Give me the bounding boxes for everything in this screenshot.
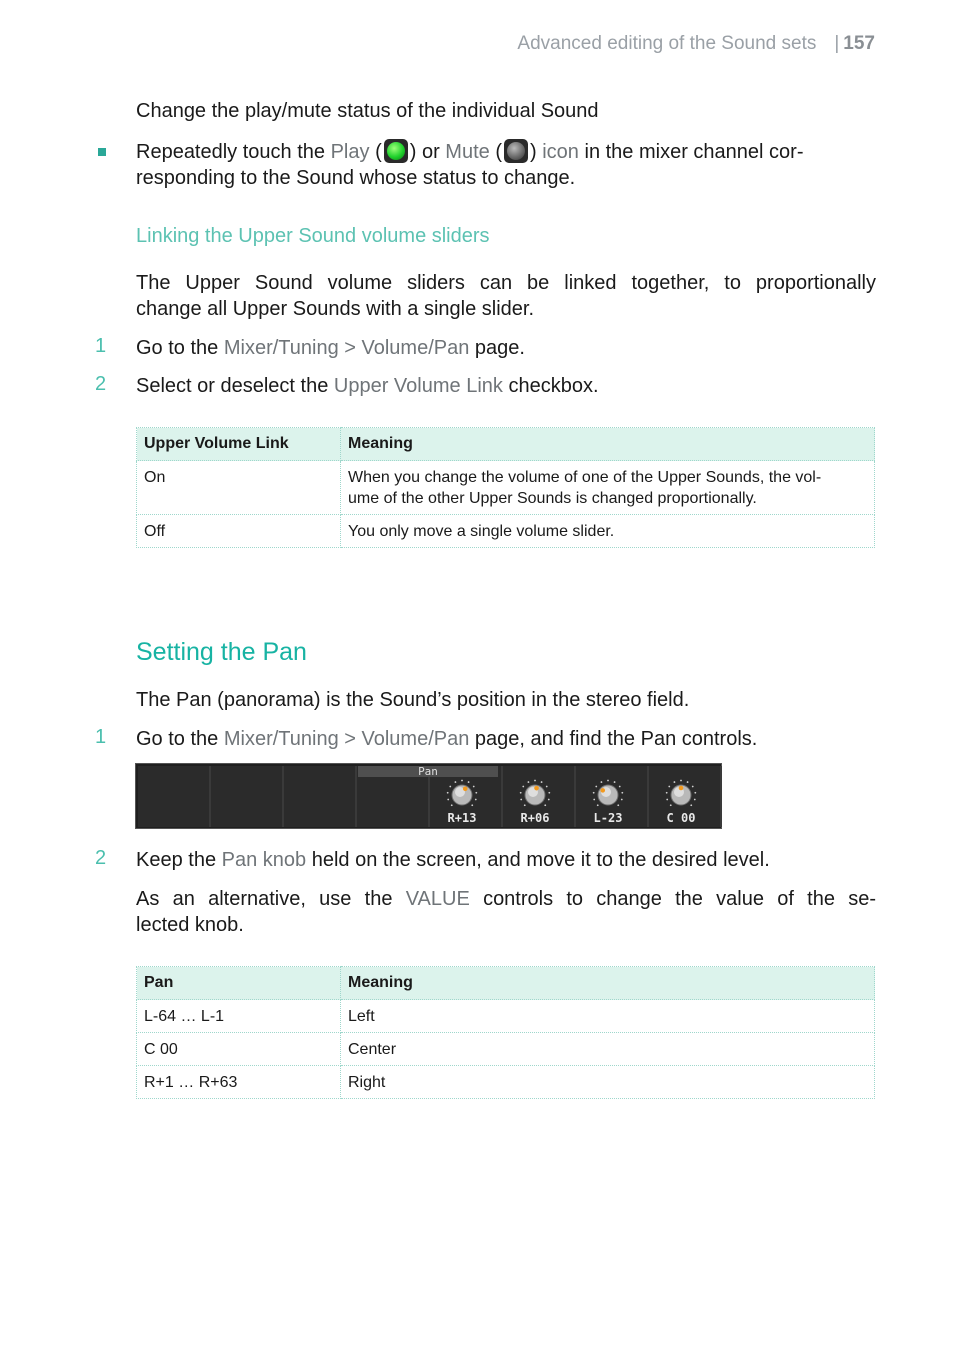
table-header-cell: Upper Volume Link <box>137 428 341 461</box>
table-cell <box>341 461 875 515</box>
upper-volume-link-table <box>136 427 875 548</box>
linking-step-2 <box>136 373 599 399</box>
table-row <box>137 515 875 548</box>
table-cell: Right <box>341 1066 875 1099</box>
table-row <box>137 1000 875 1033</box>
pan-alt-line-1 <box>136 886 876 912</box>
linking-paragraph <box>136 270 876 322</box>
pan-table <box>136 966 875 1099</box>
play-icon <box>384 139 408 163</box>
pan-knob-value: R+06 <box>520 811 550 825</box>
step-number: 2 <box>95 373 107 395</box>
section-title: Advanced editing of the Sound sets <box>517 33 817 54</box>
text-fragment: ) <box>530 141 537 163</box>
knob-indicator <box>534 786 539 791</box>
table-cell: On <box>137 461 341 515</box>
play-mute-heading: Change the play/mute status of the individual Sound <box>136 100 599 122</box>
page-number: 157 <box>843 33 875 54</box>
pan-step-2 <box>136 847 770 873</box>
mixer-channel-empty <box>138 766 211 827</box>
table-row <box>137 1033 875 1066</box>
header-separator: | <box>834 33 840 54</box>
pan-knob-value: R+13 <box>447 811 477 825</box>
table-cell: Left <box>341 1000 875 1033</box>
mixer-channel-empty <box>284 766 357 827</box>
pan-knob-icon[interactable] <box>665 778 697 810</box>
knob-indicator <box>679 786 684 791</box>
linking-para-line-2: change all Upper Sounds with a single slider. <box>136 298 535 320</box>
table-cell-line: When you change the volume of one of the Upper Sounds, the vol- <box>348 469 822 486</box>
table-row <box>137 461 875 515</box>
play-mute-line-2: responding to the Sound whose status to change. <box>136 167 576 189</box>
step-number: 1 <box>95 726 107 748</box>
linking-para-line-1: The Upper Sound volume sliders can be linked together, to proportionally <box>136 272 876 294</box>
text-fragment: checkbox. <box>508 375 599 397</box>
text-fragment: in the mixer channel cor- <box>584 141 804 163</box>
page-ref: Mixer/Tuning > Volume/Pan <box>223 728 470 750</box>
pan-mixer-screenshot <box>135 763 722 829</box>
text-fragment: ( <box>495 141 502 163</box>
knob-indicator <box>463 786 468 791</box>
play-ref: Play <box>330 141 370 163</box>
step-number: 2 <box>95 847 107 869</box>
table-header-cell: Pan <box>137 967 341 1000</box>
text-fragment: Select or deselect the <box>136 375 329 397</box>
text-fragment: ) or <box>409 141 440 163</box>
table-row <box>137 1066 875 1099</box>
table-header-cell: Meaning <box>341 428 875 461</box>
table-cell: L-64 … L-1 <box>137 1000 341 1033</box>
mute-ref: Mute <box>445 141 490 163</box>
text-fragment: page. <box>474 337 525 359</box>
pan-intro: The Pan (panorama) is the Sound’s position in the stereo field. <box>136 689 690 711</box>
play-mute-step <box>136 139 876 191</box>
pan-alt-line-2: lected knob. <box>136 914 244 936</box>
pan-label: Pan <box>358 766 498 777</box>
play-mute-line-1 <box>136 139 876 165</box>
value-ref: VALUE <box>405 888 470 910</box>
knob-indicator <box>600 788 605 793</box>
checkbox-ref: Upper Volume Link <box>333 375 503 397</box>
text-fragment: Keep the <box>136 849 217 871</box>
mute-icon <box>504 139 528 163</box>
table-cell: C 00 <box>137 1033 341 1066</box>
pan-knob-value: L-23 <box>593 811 623 825</box>
pan-heading: Setting the Pan <box>136 638 307 666</box>
knob-ref: Pan knob <box>221 849 307 871</box>
text-fragment: controls to change the value of the se- <box>483 888 876 910</box>
icon-ref: icon <box>542 141 579 163</box>
text-fragment: held on the screen, and move it to the desired level. <box>311 849 770 871</box>
table-cell: Off <box>137 515 341 548</box>
text-fragment: Repeatedly touch the <box>136 141 326 163</box>
table-header-cell: Meaning <box>341 967 875 1000</box>
table-header-row <box>137 967 875 1000</box>
table-cell: R+1 … R+63 <box>137 1066 341 1099</box>
pan-alternative <box>136 886 876 938</box>
linking-step-1 <box>136 335 525 361</box>
bullet-icon <box>98 148 106 156</box>
pan-knob-icon[interactable] <box>592 778 624 810</box>
pan-step-1 <box>136 726 757 752</box>
table-cell: You only move a single volume slider. <box>341 515 875 548</box>
page-ref: Mixer/Tuning > Volume/Pan <box>223 337 470 359</box>
text-fragment: Go to the <box>136 728 219 750</box>
text-fragment: As an alternative, use the <box>136 888 393 910</box>
pan-knob-value: C 00 <box>666 811 696 825</box>
step-number: 1 <box>95 335 107 357</box>
text-fragment: ( <box>375 141 382 163</box>
mixer-channel-empty <box>211 766 284 827</box>
text-fragment: Go to the <box>136 337 219 359</box>
table-cell: Center <box>341 1033 875 1066</box>
table-header-row <box>137 428 875 461</box>
pan-knob-icon[interactable] <box>446 778 478 810</box>
pan-knob-icon[interactable] <box>519 778 551 810</box>
running-header <box>517 33 875 55</box>
text-fragment: page, and find the Pan controls. <box>474 728 758 750</box>
table-cell-line: ume of the other Upper Sounds is changed proportionally. <box>348 490 757 507</box>
linking-heading: Linking the Upper Sound volume sliders <box>136 225 490 247</box>
